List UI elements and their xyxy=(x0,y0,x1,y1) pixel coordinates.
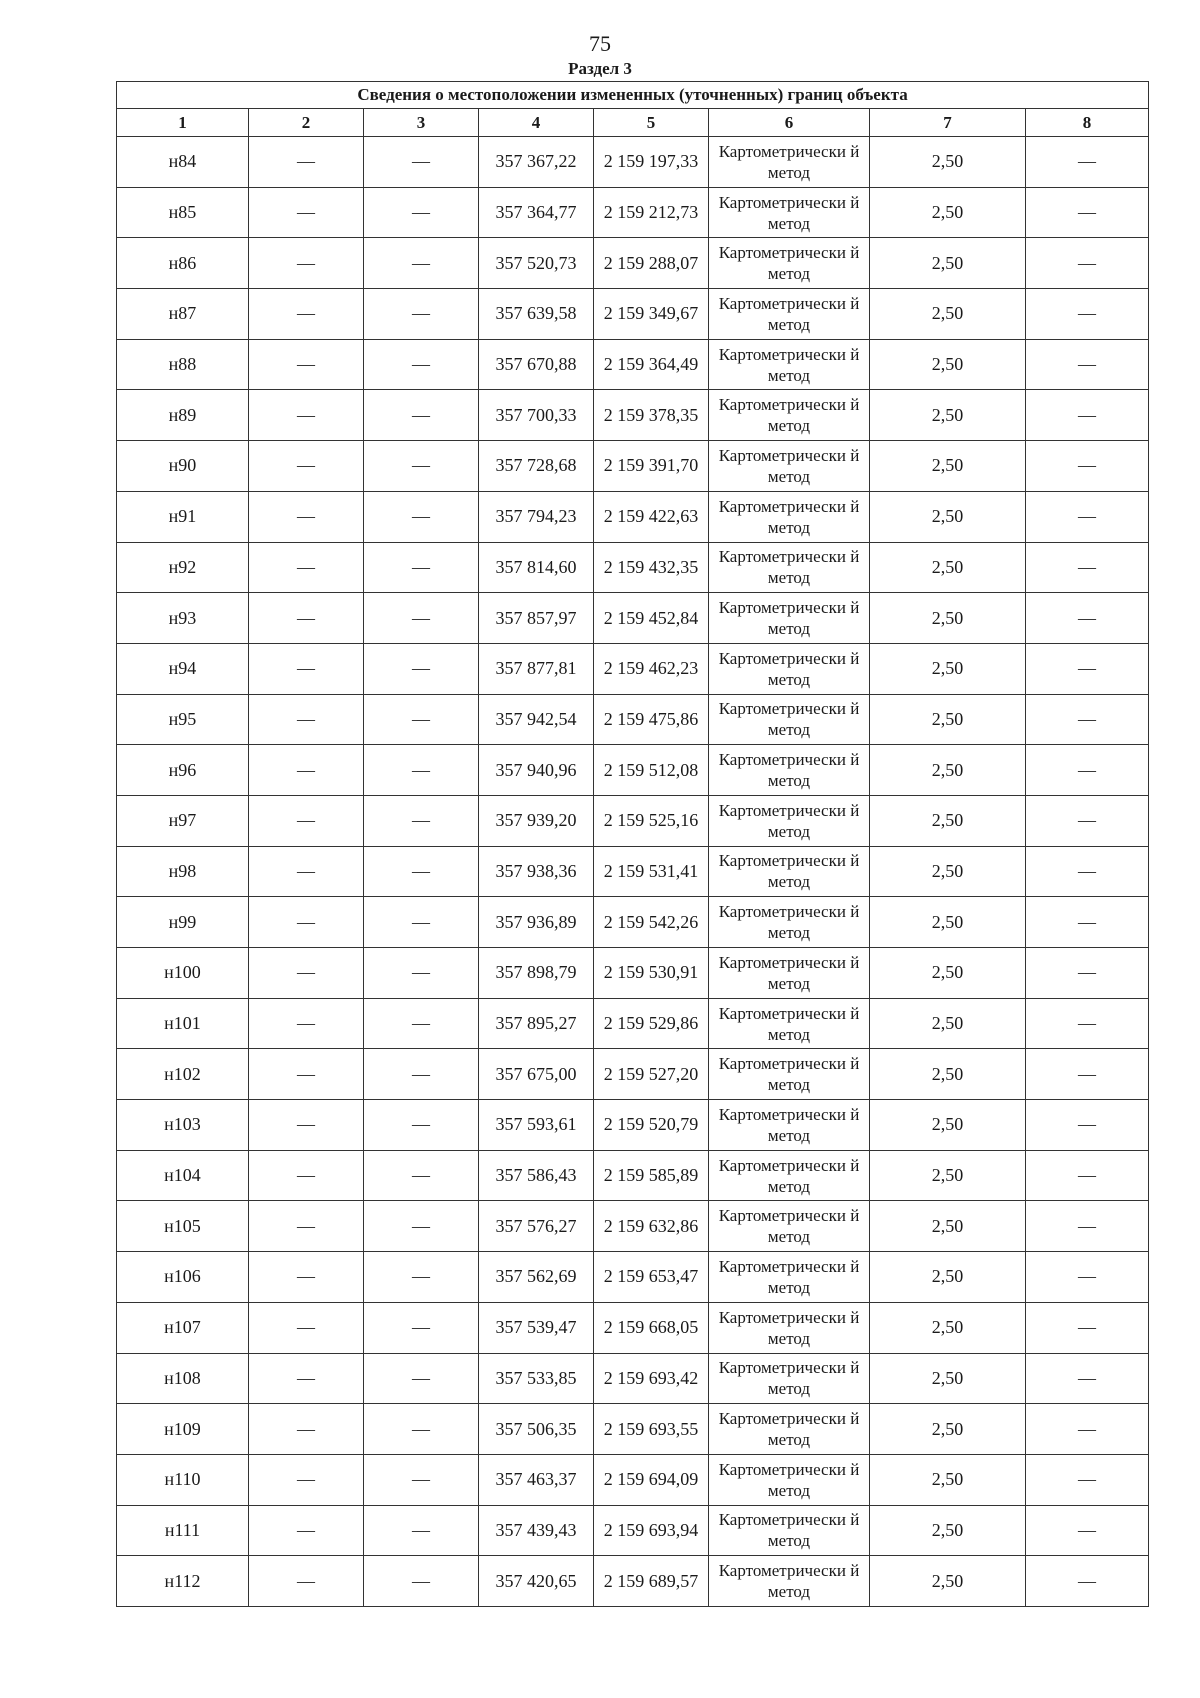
col2-cell: — xyxy=(249,593,364,644)
x-coordinate-cell: 357 367,22 xyxy=(479,137,594,188)
x-coordinate-cell: 357 936,89 xyxy=(479,897,594,948)
point-name-cell: н110 xyxy=(117,1454,249,1505)
y-coordinate-cell: 2 159 391,70 xyxy=(594,441,709,492)
x-coordinate-cell: 357 593,61 xyxy=(479,1100,594,1151)
col8-cell: — xyxy=(1026,1556,1149,1607)
table-row xyxy=(117,542,1149,593)
accuracy-cell: 2,50 xyxy=(870,1201,1026,1252)
col3-cell: — xyxy=(364,998,479,1049)
table-row xyxy=(117,187,1149,238)
accuracy-cell: 2,50 xyxy=(870,339,1026,390)
column-number: 7 xyxy=(870,109,1026,137)
y-coordinate-cell: 2 159 452,84 xyxy=(594,593,709,644)
accuracy-cell: 2,50 xyxy=(870,998,1026,1049)
table-row xyxy=(117,1302,1149,1353)
col3-cell: — xyxy=(364,339,479,390)
method-cell: Картометрически й метод xyxy=(709,1201,870,1252)
col3-cell: — xyxy=(364,643,479,694)
point-name-cell: н89 xyxy=(117,390,249,441)
table-caption-row xyxy=(117,82,1149,109)
accuracy-cell: 2,50 xyxy=(870,593,1026,644)
accuracy-cell: 2,50 xyxy=(870,441,1026,492)
col2-cell: — xyxy=(249,289,364,340)
col8-cell: — xyxy=(1026,339,1149,390)
col8-cell: — xyxy=(1026,1404,1149,1455)
point-name-cell: н85 xyxy=(117,187,249,238)
method-cell: Картометрически й метод xyxy=(709,1100,870,1151)
column-number: 2 xyxy=(249,109,364,137)
col8-cell: — xyxy=(1026,1100,1149,1151)
col8-cell: — xyxy=(1026,238,1149,289)
col3-cell: — xyxy=(364,1252,479,1303)
col8-cell: — xyxy=(1026,1302,1149,1353)
col2-cell: — xyxy=(249,542,364,593)
col3-cell: — xyxy=(364,390,479,441)
y-coordinate-cell: 2 159 585,89 xyxy=(594,1150,709,1201)
y-coordinate-cell: 2 159 364,49 xyxy=(594,339,709,390)
col8-cell: — xyxy=(1026,897,1149,948)
point-name-cell: н84 xyxy=(117,137,249,188)
y-coordinate-cell: 2 159 632,86 xyxy=(594,1201,709,1252)
y-coordinate-cell: 2 159 693,55 xyxy=(594,1404,709,1455)
point-name-cell: н99 xyxy=(117,897,249,948)
point-name-cell: н93 xyxy=(117,593,249,644)
col2-cell: — xyxy=(249,390,364,441)
col3-cell: — xyxy=(364,897,479,948)
col3-cell: — xyxy=(364,1505,479,1556)
table-row xyxy=(117,643,1149,694)
col3-cell: — xyxy=(364,1556,479,1607)
col2-cell: — xyxy=(249,998,364,1049)
point-name-cell: н97 xyxy=(117,795,249,846)
table-row xyxy=(117,1404,1149,1455)
point-name-cell: н111 xyxy=(117,1505,249,1556)
column-number-row xyxy=(117,109,1149,137)
point-name-cell: н91 xyxy=(117,491,249,542)
column-number: 6 xyxy=(709,109,870,137)
method-cell: Картометрически й метод xyxy=(709,390,870,441)
y-coordinate-cell: 2 159 542,26 xyxy=(594,897,709,948)
y-coordinate-cell: 2 159 689,57 xyxy=(594,1556,709,1607)
method-cell: Картометрически й метод xyxy=(709,1556,870,1607)
table-row xyxy=(117,491,1149,542)
col2-cell: — xyxy=(249,1150,364,1201)
y-coordinate-cell: 2 159 525,16 xyxy=(594,795,709,846)
col8-cell: — xyxy=(1026,1353,1149,1404)
table-row xyxy=(117,1556,1149,1607)
table-row xyxy=(117,897,1149,948)
x-coordinate-cell: 357 463,37 xyxy=(479,1454,594,1505)
col2-cell: — xyxy=(249,1100,364,1151)
table-row xyxy=(117,948,1149,999)
accuracy-cell: 2,50 xyxy=(870,795,1026,846)
col3-cell: — xyxy=(364,441,479,492)
table-row xyxy=(117,441,1149,492)
col8-cell: — xyxy=(1026,441,1149,492)
col8-cell: — xyxy=(1026,187,1149,238)
method-cell: Картометрически й метод xyxy=(709,1252,870,1303)
method-cell: Картометрически й метод xyxy=(709,897,870,948)
table-row xyxy=(117,1150,1149,1201)
col3-cell: — xyxy=(364,1049,479,1100)
y-coordinate-cell: 2 159 212,73 xyxy=(594,187,709,238)
accuracy-cell: 2,50 xyxy=(870,289,1026,340)
col8-cell: — xyxy=(1026,948,1149,999)
col2-cell: — xyxy=(249,948,364,999)
col2-cell: — xyxy=(249,1302,364,1353)
col8-cell: — xyxy=(1026,1049,1149,1100)
col2-cell: — xyxy=(249,491,364,542)
x-coordinate-cell: 357 675,00 xyxy=(479,1049,594,1100)
accuracy-cell: 2,50 xyxy=(870,1150,1026,1201)
col2-cell: — xyxy=(249,441,364,492)
method-cell: Картометрически й метод xyxy=(709,137,870,188)
col3-cell: — xyxy=(364,1150,479,1201)
method-cell: Картометрически й метод xyxy=(709,339,870,390)
col8-cell: — xyxy=(1026,390,1149,441)
table-row xyxy=(117,593,1149,644)
table-row xyxy=(117,694,1149,745)
col8-cell: — xyxy=(1026,1252,1149,1303)
x-coordinate-cell: 357 533,85 xyxy=(479,1353,594,1404)
col3-cell: — xyxy=(364,795,479,846)
x-coordinate-cell: 357 439,43 xyxy=(479,1505,594,1556)
col8-cell: — xyxy=(1026,491,1149,542)
x-coordinate-cell: 357 898,79 xyxy=(479,948,594,999)
col8-cell: — xyxy=(1026,745,1149,796)
accuracy-cell: 2,50 xyxy=(870,137,1026,188)
col3-cell: — xyxy=(364,1454,479,1505)
col8-cell: — xyxy=(1026,137,1149,188)
x-coordinate-cell: 357 700,33 xyxy=(479,390,594,441)
method-cell: Картометрически й метод xyxy=(709,694,870,745)
table-row xyxy=(117,795,1149,846)
x-coordinate-cell: 357 420,65 xyxy=(479,1556,594,1607)
col8-cell: — xyxy=(1026,694,1149,745)
accuracy-cell: 2,50 xyxy=(870,390,1026,441)
accuracy-cell: 2,50 xyxy=(870,1049,1026,1100)
point-name-cell: н108 xyxy=(117,1353,249,1404)
point-name-cell: н112 xyxy=(117,1556,249,1607)
col2-cell: — xyxy=(249,643,364,694)
col2-cell: — xyxy=(249,187,364,238)
method-cell: Картометрически й метод xyxy=(709,593,870,644)
col3-cell: — xyxy=(364,846,479,897)
col3-cell: — xyxy=(364,948,479,999)
x-coordinate-cell: 357 576,27 xyxy=(479,1201,594,1252)
x-coordinate-cell: 357 520,73 xyxy=(479,238,594,289)
point-name-cell: н109 xyxy=(117,1404,249,1455)
accuracy-cell: 2,50 xyxy=(870,491,1026,542)
accuracy-cell: 2,50 xyxy=(870,1404,1026,1455)
col2-cell: — xyxy=(249,1353,364,1404)
table-row xyxy=(117,1201,1149,1252)
col8-cell: — xyxy=(1026,643,1149,694)
point-name-cell: н88 xyxy=(117,339,249,390)
table-row xyxy=(117,846,1149,897)
table-row xyxy=(117,998,1149,1049)
accuracy-cell: 2,50 xyxy=(870,1454,1026,1505)
accuracy-cell: 2,50 xyxy=(870,187,1026,238)
col3-cell: — xyxy=(364,238,479,289)
x-coordinate-cell: 357 562,69 xyxy=(479,1252,594,1303)
method-cell: Картометрически й метод xyxy=(709,238,870,289)
method-cell: Картометрически й метод xyxy=(709,998,870,1049)
col8-cell: — xyxy=(1026,998,1149,1049)
y-coordinate-cell: 2 159 694,09 xyxy=(594,1454,709,1505)
method-cell: Картометрически й метод xyxy=(709,542,870,593)
table-row xyxy=(117,1100,1149,1151)
col2-cell: — xyxy=(249,1201,364,1252)
x-coordinate-cell: 357 539,47 xyxy=(479,1302,594,1353)
x-coordinate-cell: 357 877,81 xyxy=(479,643,594,694)
col2-cell: — xyxy=(249,694,364,745)
x-coordinate-cell: 357 938,36 xyxy=(479,846,594,897)
col2-cell: — xyxy=(249,897,364,948)
method-cell: Картометрически й метод xyxy=(709,1302,870,1353)
x-coordinate-cell: 357 940,96 xyxy=(479,745,594,796)
y-coordinate-cell: 2 159 432,35 xyxy=(594,542,709,593)
table-row xyxy=(117,238,1149,289)
y-coordinate-cell: 2 159 531,41 xyxy=(594,846,709,897)
method-cell: Картометрически й метод xyxy=(709,846,870,897)
accuracy-cell: 2,50 xyxy=(870,1556,1026,1607)
col3-cell: — xyxy=(364,1201,479,1252)
column-number: 1 xyxy=(117,109,249,137)
point-name-cell: н98 xyxy=(117,846,249,897)
col8-cell: — xyxy=(1026,795,1149,846)
table-row xyxy=(117,1049,1149,1100)
method-cell: Картометрически й метод xyxy=(709,795,870,846)
point-name-cell: н90 xyxy=(117,441,249,492)
col3-cell: — xyxy=(364,491,479,542)
accuracy-cell: 2,50 xyxy=(870,846,1026,897)
x-coordinate-cell: 357 364,77 xyxy=(479,187,594,238)
point-name-cell: н87 xyxy=(117,289,249,340)
x-coordinate-cell: 357 794,23 xyxy=(479,491,594,542)
col2-cell: — xyxy=(249,1556,364,1607)
col3-cell: — xyxy=(364,593,479,644)
x-coordinate-cell: 357 728,68 xyxy=(479,441,594,492)
accuracy-cell: 2,50 xyxy=(870,1302,1026,1353)
y-coordinate-cell: 2 159 693,42 xyxy=(594,1353,709,1404)
x-coordinate-cell: 357 586,43 xyxy=(479,1150,594,1201)
point-name-cell: н105 xyxy=(117,1201,249,1252)
x-coordinate-cell: 357 506,35 xyxy=(479,1404,594,1455)
point-name-cell: н100 xyxy=(117,948,249,999)
col2-cell: — xyxy=(249,339,364,390)
col2-cell: — xyxy=(249,137,364,188)
y-coordinate-cell: 2 159 529,86 xyxy=(594,998,709,1049)
y-coordinate-cell: 2 159 693,94 xyxy=(594,1505,709,1556)
column-number: 4 xyxy=(479,109,594,137)
method-cell: Картометрически й метод xyxy=(709,1454,870,1505)
y-coordinate-cell: 2 159 422,63 xyxy=(594,491,709,542)
col8-cell: — xyxy=(1026,1150,1149,1201)
y-coordinate-cell: 2 159 475,86 xyxy=(594,694,709,745)
col8-cell: — xyxy=(1026,593,1149,644)
accuracy-cell: 2,50 xyxy=(870,694,1026,745)
col2-cell: — xyxy=(249,745,364,796)
col2-cell: — xyxy=(249,1404,364,1455)
point-name-cell: н103 xyxy=(117,1100,249,1151)
accuracy-cell: 2,50 xyxy=(870,238,1026,289)
x-coordinate-cell: 357 857,97 xyxy=(479,593,594,644)
method-cell: Картометрически й метод xyxy=(709,187,870,238)
point-name-cell: н95 xyxy=(117,694,249,745)
x-coordinate-cell: 357 639,58 xyxy=(479,289,594,340)
col2-cell: — xyxy=(249,1505,364,1556)
col2-cell: — xyxy=(249,1049,364,1100)
method-cell: Картометрически й метод xyxy=(709,1404,870,1455)
table-row xyxy=(117,289,1149,340)
point-name-cell: н101 xyxy=(117,998,249,1049)
x-coordinate-cell: 357 939,20 xyxy=(479,795,594,846)
accuracy-cell: 2,50 xyxy=(870,745,1026,796)
y-coordinate-cell: 2 159 288,07 xyxy=(594,238,709,289)
column-number: 5 xyxy=(594,109,709,137)
method-cell: Картометрически й метод xyxy=(709,491,870,542)
col3-cell: — xyxy=(364,1353,479,1404)
accuracy-cell: 2,50 xyxy=(870,897,1026,948)
y-coordinate-cell: 2 159 520,79 xyxy=(594,1100,709,1151)
accuracy-cell: 2,50 xyxy=(870,1353,1026,1404)
point-name-cell: н96 xyxy=(117,745,249,796)
table-row xyxy=(117,1252,1149,1303)
col3-cell: — xyxy=(364,289,479,340)
col3-cell: — xyxy=(364,1302,479,1353)
x-coordinate-cell: 357 814,60 xyxy=(479,542,594,593)
y-coordinate-cell: 2 159 512,08 xyxy=(594,745,709,796)
method-cell: Картометрически й метод xyxy=(709,1049,870,1100)
col2-cell: — xyxy=(249,1252,364,1303)
column-number: 8 xyxy=(1026,109,1149,137)
col3-cell: — xyxy=(364,187,479,238)
col2-cell: — xyxy=(249,846,364,897)
col3-cell: — xyxy=(364,1100,479,1151)
y-coordinate-cell: 2 159 349,67 xyxy=(594,289,709,340)
method-cell: Картометрически й метод xyxy=(709,1353,870,1404)
y-coordinate-cell: 2 159 378,35 xyxy=(594,390,709,441)
method-cell: Картометрически й метод xyxy=(709,643,870,694)
point-name-cell: н102 xyxy=(117,1049,249,1100)
method-cell: Картометрически й метод xyxy=(709,1505,870,1556)
col2-cell: — xyxy=(249,238,364,289)
point-name-cell: н106 xyxy=(117,1252,249,1303)
y-coordinate-cell: 2 159 530,91 xyxy=(594,948,709,999)
accuracy-cell: 2,50 xyxy=(870,1252,1026,1303)
col8-cell: — xyxy=(1026,1201,1149,1252)
boundary-coordinates-table xyxy=(116,81,1149,1607)
point-name-cell: н107 xyxy=(117,1302,249,1353)
y-coordinate-cell: 2 159 653,47 xyxy=(594,1252,709,1303)
method-cell: Картометрически й метод xyxy=(709,948,870,999)
col2-cell: — xyxy=(249,1454,364,1505)
point-name-cell: н104 xyxy=(117,1150,249,1201)
table-caption: Сведения о местоположении измененных (уточненных) границ объекта xyxy=(117,82,1149,109)
section-title: Раздел 3 xyxy=(568,59,632,78)
y-coordinate-cell: 2 159 668,05 xyxy=(594,1302,709,1353)
column-number: 3 xyxy=(364,109,479,137)
table-row xyxy=(117,1353,1149,1404)
accuracy-cell: 2,50 xyxy=(870,1505,1026,1556)
accuracy-cell: 2,50 xyxy=(870,1100,1026,1151)
method-cell: Картометрически й метод xyxy=(709,1150,870,1201)
col8-cell: — xyxy=(1026,289,1149,340)
method-cell: Картометрически й метод xyxy=(709,289,870,340)
col8-cell: — xyxy=(1026,1505,1149,1556)
col8-cell: — xyxy=(1026,542,1149,593)
x-coordinate-cell: 357 670,88 xyxy=(479,339,594,390)
table-body xyxy=(117,137,1149,1607)
col2-cell: — xyxy=(249,795,364,846)
x-coordinate-cell: 357 942,54 xyxy=(479,694,594,745)
table-row xyxy=(117,745,1149,796)
page-number: 75 xyxy=(589,31,611,56)
col3-cell: — xyxy=(364,745,479,796)
table-row xyxy=(117,1505,1149,1556)
col3-cell: — xyxy=(364,694,479,745)
col3-cell: — xyxy=(364,542,479,593)
method-cell: Картометрически й метод xyxy=(709,441,870,492)
point-name-cell: н92 xyxy=(117,542,249,593)
col8-cell: — xyxy=(1026,1454,1149,1505)
table-row xyxy=(117,1454,1149,1505)
point-name-cell: н86 xyxy=(117,238,249,289)
y-coordinate-cell: 2 159 197,33 xyxy=(594,137,709,188)
table-row xyxy=(117,137,1149,188)
y-coordinate-cell: 2 159 527,20 xyxy=(594,1049,709,1100)
point-name-cell: н94 xyxy=(117,643,249,694)
x-coordinate-cell: 357 895,27 xyxy=(479,998,594,1049)
accuracy-cell: 2,50 xyxy=(870,542,1026,593)
table-row xyxy=(117,390,1149,441)
col3-cell: — xyxy=(364,1404,479,1455)
accuracy-cell: 2,50 xyxy=(870,948,1026,999)
table-row xyxy=(117,339,1149,390)
accuracy-cell: 2,50 xyxy=(870,643,1026,694)
method-cell: Картометрически й метод xyxy=(709,745,870,796)
y-coordinate-cell: 2 159 462,23 xyxy=(594,643,709,694)
col3-cell: — xyxy=(364,137,479,188)
col8-cell: — xyxy=(1026,846,1149,897)
